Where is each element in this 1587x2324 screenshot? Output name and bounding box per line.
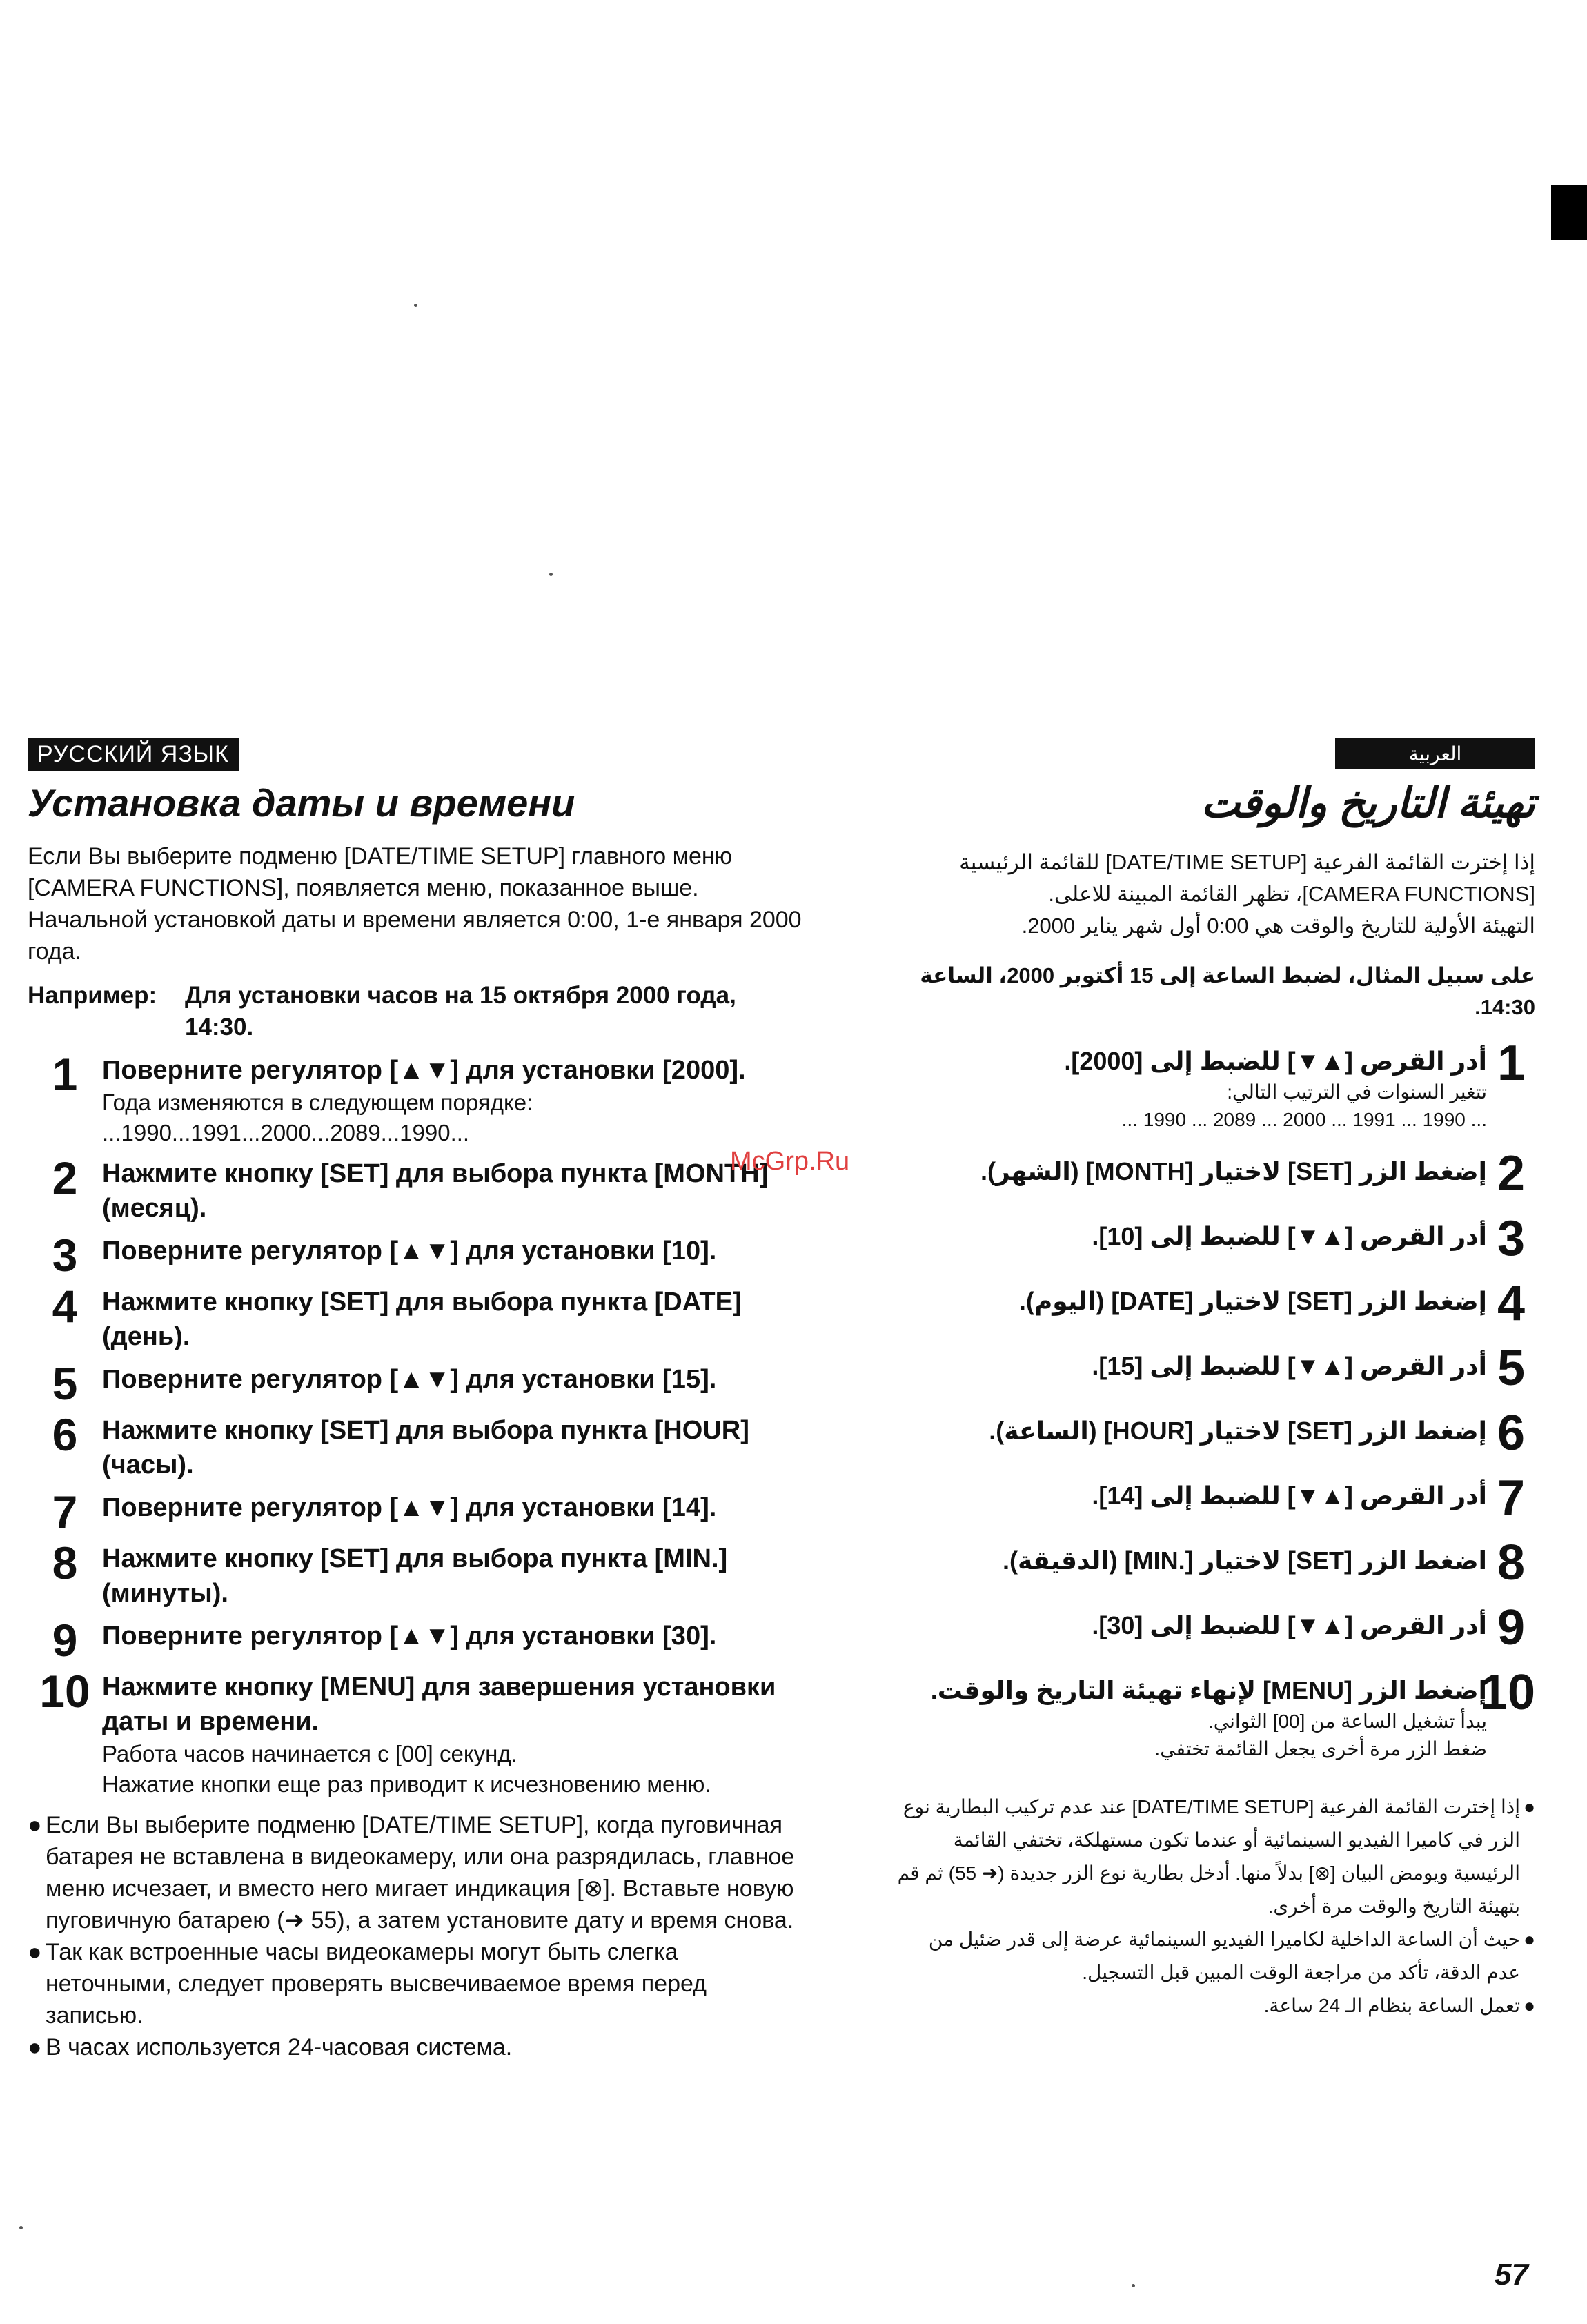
note-item — [890, 1791, 1535, 1923]
step-item — [890, 1038, 1535, 1134]
step-number: 8 — [52, 1537, 78, 1588]
step-body — [102, 1542, 807, 1611]
step-item — [890, 1146, 1535, 1201]
step-number: 4 — [1497, 1276, 1526, 1331]
step-list-arabic — [890, 1038, 1535, 1763]
step-number: 10 — [1479, 1665, 1535, 1720]
notes-list-arabic — [890, 1791, 1535, 2022]
section-title-russian: Установка даты и времени — [28, 781, 575, 825]
step-text: Поверните регулятор [▲▼] для установки [2000]. — [102, 1056, 746, 1085]
step-text: Нажмите кнопку [SET] для выбора пункта [HOUR] (часы). — [102, 1416, 749, 1479]
step-number: 10 — [39, 1666, 90, 1717]
bullet-icon: ● — [28, 1812, 42, 1838]
scan-speck — [1132, 2284, 1135, 2287]
scan-speck — [549, 573, 553, 576]
section-tab-marker — [1551, 185, 1587, 240]
step-subtext: Нажатие кнопки еще раз приводит к исчезновению меню. — [102, 1771, 711, 1797]
step-text: Поверните регулятор [▲▼] для установки [10]. — [102, 1237, 717, 1266]
bullet-icon: ● — [1524, 1995, 1535, 2016]
step-item — [28, 1230, 807, 1281]
step-item — [28, 1615, 807, 1666]
note-item — [890, 1923, 1535, 1989]
step-text: إضغط الزر [SET] لاختيار [MONTH] (الشهر). — [980, 1157, 1487, 1185]
step-body — [890, 1214, 1487, 1254]
step-text: أدر القرص [▲▼] للضبط إلى [2000]. — [1064, 1047, 1487, 1075]
notes-list-russian — [28, 1809, 807, 2063]
step-text: أدر القرص [▲▼] للضبط إلى [30]. — [1092, 1611, 1487, 1639]
step-body — [890, 1408, 1487, 1448]
arabic-column — [890, 738, 1535, 2022]
step-item — [890, 1341, 1535, 1396]
step-number: 4 — [52, 1281, 78, 1332]
bullet-icon: ● — [28, 2034, 42, 2060]
step-body — [102, 1490, 807, 1525]
example-block — [28, 980, 807, 1043]
language-badge-russian: РУССКИЙ ЯЗЫК — [28, 738, 239, 771]
intro-paragraph: Начальной установкой даты и времени является 0:00, 1-е января 2000 года. — [28, 907, 802, 965]
step-number: 7 — [52, 1486, 78, 1537]
step-item — [890, 1406, 1535, 1461]
step-text: Поверните регулятор [▲▼] для установки [15]. — [102, 1365, 717, 1394]
step-item — [28, 1358, 807, 1409]
step-body — [102, 1234, 807, 1268]
step-item — [28, 1537, 807, 1611]
step-number: 3 — [1497, 1211, 1526, 1266]
step-body — [890, 1038, 1487, 1134]
step-body — [890, 1473, 1487, 1513]
step-text: إضغط الزر [SET] لاختيار [HOUR] (الساعة). — [989, 1417, 1487, 1445]
step-text: Нажмите кнопку [SET] для выбора пункта [DATE] (день). — [102, 1288, 742, 1351]
step-subtext: Года изменяются в следующем порядке: — [102, 1090, 533, 1115]
step-number: 5 — [52, 1358, 78, 1409]
step-body — [890, 1603, 1487, 1643]
step-text: اضغط الزر [SET] لاختيار [.MIN] (الدقيقة). — [1003, 1546, 1487, 1575]
step-text: إضغط الزر [MENU] لإنهاء تهيئة التاريخ والوقت. — [930, 1676, 1487, 1704]
step-item — [890, 1600, 1535, 1655]
step-body — [102, 1053, 807, 1148]
step-text: Поверните регулятор [▲▼] для установки [30]. — [102, 1622, 717, 1651]
step-number: 9 — [1497, 1600, 1526, 1655]
step-body — [102, 1362, 807, 1397]
note-item — [28, 1936, 807, 2031]
step-body — [890, 1279, 1487, 1319]
example-text: على سبيل المثال، لضبط الساعة إلى 15 أكتوبر 2000، الساعة 14:30. — [920, 963, 1535, 1019]
section-title-arabic: تهيئة التاريخ والوقت — [1201, 780, 1535, 826]
step-number: 2 — [1497, 1146, 1526, 1201]
note-text: В часах используется 24-часовая система. — [46, 2034, 513, 2060]
step-item — [890, 1470, 1535, 1526]
step-item — [28, 1281, 807, 1354]
step-item — [890, 1535, 1535, 1591]
step-number: 9 — [52, 1615, 78, 1666]
step-body — [102, 1413, 807, 1482]
language-badge-arabic: العربية — [1335, 738, 1535, 769]
step-text: Нажмите кнопку [SET] для выбора пункта [MIN.] (минуты). — [102, 1544, 728, 1608]
note-text: Так как встроенные часы видеокамеры могут быть слегка неточными, следует проверять высвечиваемое время перед записью. — [46, 1939, 707, 2029]
example-label: Например: — [28, 982, 157, 1009]
step-number: 8 — [1497, 1535, 1526, 1591]
step-body — [102, 1670, 807, 1800]
step-number: 3 — [52, 1230, 78, 1281]
step-subtext: ...1990...1991...2000...2089...1990... — [102, 1120, 470, 1145]
note-item — [28, 1809, 807, 1936]
step-text: إضغط الزر [SET] لاختيار [DATE] (اليوم). — [1018, 1287, 1487, 1315]
step-body — [102, 1285, 807, 1354]
step-body — [102, 1156, 807, 1225]
step-number: 5 — [1497, 1341, 1526, 1396]
step-subtext: ضغط الزر مرة أخرى يجعل القائمة تختفي. — [1154, 1738, 1487, 1760]
step-subtext: يبدأ تشغيل الساعة من [00] الثواني. — [1208, 1711, 1487, 1732]
step-text: Нажмите кнопку [SET] для выбора пункта [MONTH] (месяц). — [102, 1159, 769, 1223]
step-item — [890, 1211, 1535, 1266]
step-item — [28, 1409, 807, 1482]
step-number: 7 — [1497, 1470, 1526, 1526]
step-number: 1 — [52, 1049, 78, 1100]
step-subtext: تتغير السنوات في الترتيب التالي: — [1227, 1081, 1487, 1103]
note-text: Если Вы выберите подменю [DATE/TIME SETUP], когда пуговичная батарея не вставлена в видеокамеру, или она разрядилась, главное меню исчезает, и вместо него мигает индикация [⊗]. Вставьте новую пуговичную батарею (➜ 55), а затем установите дату и время снова. — [46, 1812, 795, 1933]
step-item — [28, 1666, 807, 1800]
page-number: 57 — [1495, 2258, 1528, 2292]
bullet-icon: ● — [1524, 1929, 1535, 1950]
step-number: 6 — [1497, 1406, 1526, 1461]
step-body — [890, 1149, 1487, 1189]
bullet-icon: ● — [28, 1939, 42, 1965]
scan-speck — [414, 304, 417, 307]
step-body — [890, 1538, 1487, 1578]
step-item — [890, 1665, 1535, 1763]
step-number: 1 — [1497, 1036, 1526, 1091]
step-number: 6 — [52, 1409, 78, 1460]
scan-speck — [19, 2226, 23, 2229]
watermark: McGrp.Ru — [730, 1147, 850, 1176]
step-item — [28, 1049, 807, 1148]
step-body — [890, 1343, 1487, 1383]
step-subtext: ... 1990 ... 1991 ... 2000 ... 2089 ... 1990 ... — [1121, 1109, 1487, 1130]
step-text: أدر القرص [▲▼] للضبط إلى [14]. — [1092, 1481, 1487, 1510]
step-subtext: Работа часов начинается с [00] секунд. — [102, 1741, 518, 1766]
russian-column — [28, 738, 807, 2063]
intro-paragraph: التهيئة الأولية للتاريخ والوقت هي 0:00 أول شهر يناير 2000. — [1021, 914, 1535, 938]
step-text: أدر القرص [▲▼] للضبط إلى [10]. — [1092, 1222, 1487, 1250]
step-text: Нажмите кнопку [MENU] для завершения установки даты и времени. — [102, 1673, 776, 1736]
step-item — [28, 1486, 807, 1537]
example-text: Для установки часов на 15 октября 2000 года, 14:30. — [185, 982, 736, 1041]
step-text: Поверните регулятор [▲▼] для установки [14]. — [102, 1493, 717, 1522]
note-item — [890, 1989, 1535, 2022]
step-list-russian — [28, 1049, 807, 1800]
step-number: 2 — [52, 1152, 78, 1203]
intro-paragraph: إذا إخترت القائمة الفرعية [DATE/TIME SETUP] للقائمة الرئيسية [CAMERA FUNCTIONS]، تظهر القائمة المبينة للاعلى. — [959, 850, 1535, 906]
step-body — [890, 1668, 1487, 1763]
step-text: أدر القرص [▲▼] للضبط إلى [15]. — [1092, 1352, 1487, 1380]
step-item — [890, 1276, 1535, 1331]
step-body — [102, 1619, 807, 1653]
note-text: تعمل الساعة بنظام الـ 24 ساعة. — [1263, 1995, 1520, 2016]
bullet-icon: ● — [1524, 1796, 1535, 1818]
note-text: إذا إخترت القائمة الفرعية [DATE/TIME SETUP] عند عدم تركيب البطارية نوع الزر في كاميرا الفيديو السينمائية أو عندما تكون مستهلكة، تختفي القائمة الرئيسية ويومض البيان [⊗] بدلاً منها. أدخل بطارية نوع الزر جديدة (➜ 55) ثم قم بتهيئة التاريخ والوقت مرة أخرى. — [897, 1796, 1520, 1917]
note-item — [28, 2031, 807, 2063]
note-text: حيث أن الساعة الداخلية لكاميرا الفيديو السينمائية عرضة إلى قدر ضئيل من عدم الدقة، تأكد من مراجعة الوقت المبين قبل التسجيل. — [928, 1929, 1520, 1983]
intro-paragraph: Если Вы выберите подменю [DATE/TIME SETUP] главного меню [CAMERA FUNCTIONS], появляется меню, показанное выше. — [28, 843, 733, 901]
